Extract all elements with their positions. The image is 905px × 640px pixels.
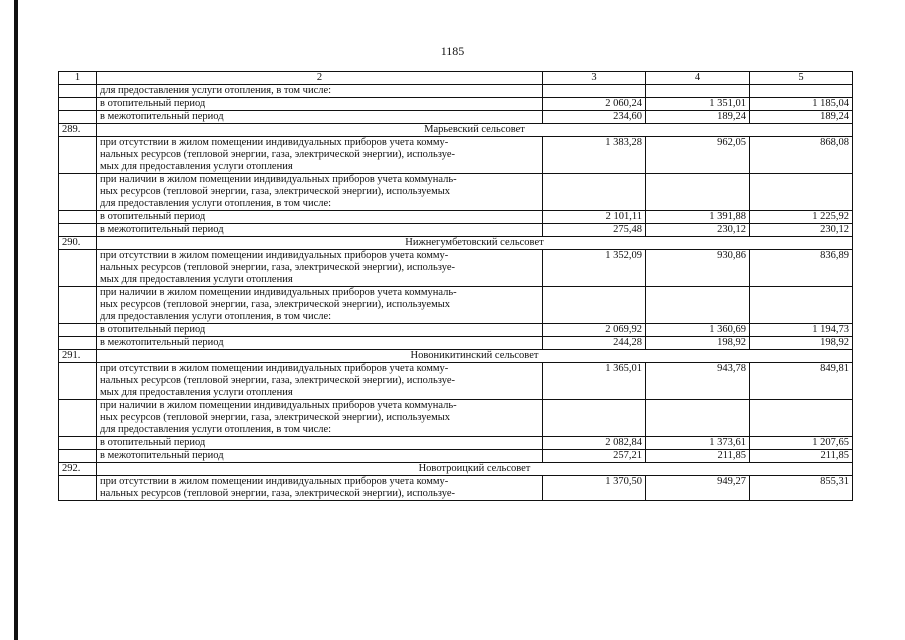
section-number: 290. bbox=[59, 237, 97, 250]
row-number-cell bbox=[59, 324, 97, 337]
row-number-cell bbox=[59, 111, 97, 124]
table-row bbox=[59, 137, 853, 174]
value-cell-col5: 868,08 bbox=[750, 137, 853, 174]
row-number-cell bbox=[59, 400, 97, 437]
value-cell-col4 bbox=[646, 400, 750, 437]
description-cell: в межотопительный период bbox=[97, 111, 543, 124]
value-cell-col3 bbox=[543, 400, 646, 437]
value-cell-col4: 1 360,69 bbox=[646, 324, 750, 337]
value-cell-col3: 257,21 bbox=[543, 450, 646, 463]
row-number-cell bbox=[59, 250, 97, 287]
row-number-cell bbox=[59, 224, 97, 237]
row-number-cell bbox=[59, 174, 97, 211]
value-cell-col5: 1 194,73 bbox=[750, 324, 853, 337]
value-cell-col4: 230,12 bbox=[646, 224, 750, 237]
table-row bbox=[59, 85, 853, 98]
table-row bbox=[59, 324, 853, 337]
table-row bbox=[59, 437, 853, 450]
description-cell: при наличии в жилом помещении индивидуальных приборов учета коммуналь- ных ресурсов (тепловой энергии, газа, электрической энергии), используемых для предоставления услуги отопления, в том числе: bbox=[97, 174, 543, 211]
row-number-cell bbox=[59, 287, 97, 324]
description-cell: в отопительный период bbox=[97, 437, 543, 450]
value-cell-col4: 943,78 bbox=[646, 363, 750, 400]
section-row bbox=[59, 350, 853, 363]
row-number-cell bbox=[59, 337, 97, 350]
section-number: 291. bbox=[59, 350, 97, 363]
row-number-cell bbox=[59, 450, 97, 463]
value-cell-col4: 930,86 bbox=[646, 250, 750, 287]
value-cell-col4: 1 351,01 bbox=[646, 98, 750, 111]
value-cell-col5 bbox=[750, 400, 853, 437]
description-cell: в отопительный период bbox=[97, 98, 543, 111]
header-cell: 4 bbox=[646, 72, 750, 85]
section-number: 289. bbox=[59, 124, 97, 137]
value-cell-col3: 1 383,28 bbox=[543, 137, 646, 174]
table-row bbox=[59, 363, 853, 400]
value-cell-col3: 2 060,24 bbox=[543, 98, 646, 111]
table-row bbox=[59, 211, 853, 224]
description-cell: при отсутствии в жилом помещении индивидуальных приборов учета комму- нальных ресурсов (тепловой энергии, газа, электрической энергии), используе- мых для предоставления услуги отопления bbox=[97, 363, 543, 400]
value-cell-col5 bbox=[750, 287, 853, 324]
section-title: Нижнегумбетовский сельсовет bbox=[97, 237, 853, 250]
value-cell-col3: 2 069,92 bbox=[543, 324, 646, 337]
description-cell: при отсутствии в жилом помещении индивидуальных приборов учета комму- нальных ресурсов (тепловой энергии, газа, электрической энергии), используе- мых для предоставления услуги отопления bbox=[97, 250, 543, 287]
table-row bbox=[59, 287, 853, 324]
section-number: 292. bbox=[59, 463, 97, 476]
value-cell-col3: 2 082,84 bbox=[543, 437, 646, 450]
value-cell-col3: 1 370,50 bbox=[543, 476, 646, 501]
value-cell-col3 bbox=[543, 174, 646, 211]
description-cell: в межотопительный период bbox=[97, 337, 543, 350]
value-cell-col5: 1 207,65 bbox=[750, 437, 853, 450]
value-cell-col3: 275,48 bbox=[543, 224, 646, 237]
value-cell-col3: 2 101,11 bbox=[543, 211, 646, 224]
row-number-cell bbox=[59, 137, 97, 174]
table-header-row bbox=[59, 72, 853, 85]
description-cell: для предоставления услуги отопления, в том числе: bbox=[97, 85, 543, 98]
description-cell: при отсутствии в жилом помещении индивидуальных приборов учета комму- нальных ресурсов (тепловой энергии, газа, электрической энергии), используе- мых для предоставления услуги отопления bbox=[97, 137, 543, 174]
section-row bbox=[59, 237, 853, 250]
description-cell: при наличии в жилом помещении индивидуальных приборов учета коммуналь- ных ресурсов (тепловой энергии, газа, электрической энергии), используемых для предоставления услуги отопления, в том числе: bbox=[97, 400, 543, 437]
table-row bbox=[59, 174, 853, 211]
value-cell-col5: 836,89 bbox=[750, 250, 853, 287]
header-cell: 2 bbox=[97, 72, 543, 85]
row-number-cell bbox=[59, 437, 97, 450]
header-cell: 5 bbox=[750, 72, 853, 85]
row-number-cell bbox=[59, 85, 97, 98]
value-cell-col5: 855,31 bbox=[750, 476, 853, 501]
table-row bbox=[59, 400, 853, 437]
value-cell-col4: 962,05 bbox=[646, 137, 750, 174]
value-cell-col4: 1 391,88 bbox=[646, 211, 750, 224]
value-cell-col3: 244,28 bbox=[543, 337, 646, 350]
value-cell-col5 bbox=[750, 174, 853, 211]
value-cell-col4 bbox=[646, 85, 750, 98]
row-number-cell bbox=[59, 476, 97, 501]
row-number-cell bbox=[59, 211, 97, 224]
tariff-table bbox=[58, 71, 853, 501]
table-row bbox=[59, 450, 853, 463]
section-row bbox=[59, 463, 853, 476]
description-cell: при отсутствии в жилом помещении индивидуальных приборов учета комму- нальных ресурсов (тепловой энергии, газа, электрической энергии), используе- bbox=[97, 476, 543, 501]
value-cell-col4: 1 373,61 bbox=[646, 437, 750, 450]
value-cell-col4: 198,92 bbox=[646, 337, 750, 350]
value-cell-col4: 211,85 bbox=[646, 450, 750, 463]
binding-margin-line bbox=[14, 0, 18, 640]
table-row bbox=[59, 111, 853, 124]
value-cell-col5: 849,81 bbox=[750, 363, 853, 400]
page-number: 1185 bbox=[440, 44, 465, 58]
value-cell-col4 bbox=[646, 287, 750, 324]
section-title: Новотроицкий сельсовет bbox=[97, 463, 853, 476]
description-cell: в отопительный период bbox=[97, 324, 543, 337]
value-cell-col3: 234,60 bbox=[543, 111, 646, 124]
value-cell-col5: 1 185,04 bbox=[750, 98, 853, 111]
row-number-cell bbox=[59, 98, 97, 111]
table-row bbox=[59, 98, 853, 111]
table-row bbox=[59, 337, 853, 350]
table-row bbox=[59, 476, 853, 501]
value-cell-col4 bbox=[646, 174, 750, 211]
description-cell: в межотопительный период bbox=[97, 450, 543, 463]
value-cell-col3 bbox=[543, 287, 646, 324]
value-cell-col4: 949,27 bbox=[646, 476, 750, 501]
section-row bbox=[59, 124, 853, 137]
value-cell-col5 bbox=[750, 85, 853, 98]
value-cell-col3: 1 365,01 bbox=[543, 363, 646, 400]
value-cell-col3: 1 352,09 bbox=[543, 250, 646, 287]
header-cell: 1 bbox=[59, 72, 97, 85]
value-cell-col5: 189,24 bbox=[750, 111, 853, 124]
value-cell-col5: 198,92 bbox=[750, 337, 853, 350]
value-cell-col5: 211,85 bbox=[750, 450, 853, 463]
section-title: Новоникитинский сельсовет bbox=[97, 350, 853, 363]
header-cell: 3 bbox=[543, 72, 646, 85]
value-cell-col3 bbox=[543, 85, 646, 98]
table-row bbox=[59, 250, 853, 287]
table-row bbox=[59, 224, 853, 237]
row-number-cell bbox=[59, 363, 97, 400]
description-cell: в отопительный период bbox=[97, 211, 543, 224]
value-cell-col4: 189,24 bbox=[646, 111, 750, 124]
value-cell-col5: 1 225,92 bbox=[750, 211, 853, 224]
description-cell: в межотопительный период bbox=[97, 224, 543, 237]
section-title: Марьевский сельсовет bbox=[97, 124, 853, 137]
value-cell-col5: 230,12 bbox=[750, 224, 853, 237]
description-cell: при наличии в жилом помещении индивидуальных приборов учета коммуналь- ных ресурсов (тепловой энергии, газа, электрической энергии), используемых для предоставления услуги отопления, в том числе: bbox=[97, 287, 543, 324]
